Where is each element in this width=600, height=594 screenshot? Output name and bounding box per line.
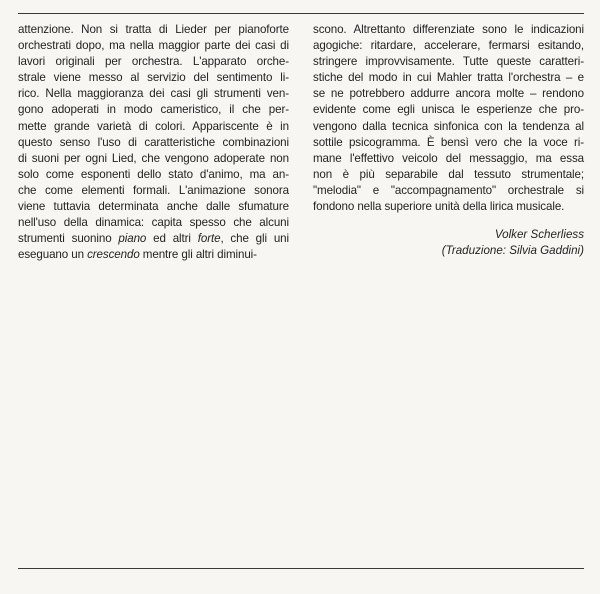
- author-signature: Volker Scherliess: [494, 228, 584, 241]
- text-segment: "melodia" e "accompagnamento" orchestrale si: [313, 183, 584, 197]
- text-line: [18, 102, 289, 118]
- text-line: [313, 167, 584, 183]
- text-line: [18, 215, 289, 231]
- text-segment: , che gli uni: [220, 232, 289, 246]
- text-segment: questo senso l'uso di caratteristiche combinazioni: [18, 135, 289, 149]
- text-line: [313, 183, 584, 199]
- text-segment: scono. Altrettanto differenziate sono le indicazioni: [313, 23, 584, 36]
- bottom-rule: [18, 568, 584, 569]
- text-line: [313, 54, 584, 70]
- text-line: [313, 86, 584, 102]
- text-segment: mette grande varietà di colori. Appariscente è in: [18, 119, 289, 133]
- text-line: [18, 70, 289, 86]
- italic-term: piano: [118, 232, 147, 246]
- text-segment: mentre gli altri diminui-: [139, 248, 257, 262]
- text-segment: che come elementi formali. L'animazione sonora: [18, 183, 289, 197]
- text-line: [313, 151, 584, 167]
- text-segment: vengono dalla tecnica sinfonica con la tendenza al: [313, 119, 584, 133]
- text-line: [313, 135, 584, 151]
- text-segment: strale viene messo al servizio del sentimento li-: [18, 71, 289, 85]
- text-segment: viene tuttavia determinata anche dalle sfumature: [18, 200, 289, 214]
- italic-term: forte: [197, 232, 221, 246]
- text-segment: ed altri: [146, 232, 198, 246]
- text-segment: eseguano un: [18, 248, 88, 262]
- text-line: [313, 22, 584, 38]
- text-segment: rico. Nella maggioranza dei casi gli strumenti ven-: [18, 87, 289, 101]
- text-line: [18, 135, 289, 151]
- text-segment: non è più separabile dal tessuto strumentale;: [313, 167, 584, 181]
- text-line: [313, 199, 584, 215]
- text-line: [18, 247, 289, 263]
- text-line: [18, 183, 289, 199]
- text-segment: se ne potrebbero addurre ancora molte – rendono: [313, 87, 584, 101]
- text-segment: gono adoperati in modo cameristico, il che per-: [18, 103, 289, 117]
- text-line: [18, 119, 289, 135]
- text-line: [18, 151, 289, 167]
- text-line: [313, 102, 584, 118]
- text-segment: stiche del modo in cui Mahler tratta l'orchestra – e: [313, 71, 584, 85]
- text-line: [18, 54, 289, 70]
- text-segment: agogiche: ritardare, accelerare, fermarsi esitando,: [313, 39, 584, 53]
- text-line: [18, 199, 289, 215]
- text-segment: di suoni per ogni Lied, che vengono adoperate non: [18, 151, 289, 165]
- text-line: [18, 231, 289, 247]
- text-segment: solo come esponenti dello stato d'animo, ma an-: [18, 167, 289, 181]
- text-segment: sottile psicogramma. È bensì vero che la voce ri-: [313, 135, 584, 149]
- translator-credit: (Traduzione: Silvia Gaddini): [441, 244, 584, 257]
- text-segment: orchestrati dopo, ma nella maggior parte dei casi di: [18, 39, 289, 53]
- text-segment: stringere improvvisamente. Tutte queste caratteri-: [313, 55, 584, 69]
- text-segment: mane l'effettivo veicolo del messaggio, ma essa: [313, 151, 584, 165]
- text-column-left: [18, 22, 289, 263]
- top-rule: [18, 13, 584, 14]
- text-segment: strumenti suonino: [18, 232, 119, 246]
- italic-term: crescendo: [87, 248, 140, 262]
- text-segment: evidente come egli unisca le esperienze che pro-: [313, 103, 584, 117]
- text-line: [18, 167, 289, 183]
- text-line: [18, 22, 289, 38]
- text-line: [313, 38, 584, 54]
- text-line: [313, 119, 584, 135]
- text-line: [18, 38, 289, 54]
- text-column-right: [313, 22, 584, 215]
- text-line: [18, 86, 289, 102]
- text-segment: lavori originali per orchestra. L'apparato orche-: [18, 55, 289, 69]
- text-segment: fondono nella superiore unità della lirica musicale.: [313, 200, 565, 214]
- text-segment: nell'uso della dinamica: capita spesso che alcuni: [18, 216, 289, 230]
- text-line: [313, 70, 584, 86]
- text-segment: attenzione. Non si tratta di Lieder per pianoforte: [18, 23, 289, 36]
